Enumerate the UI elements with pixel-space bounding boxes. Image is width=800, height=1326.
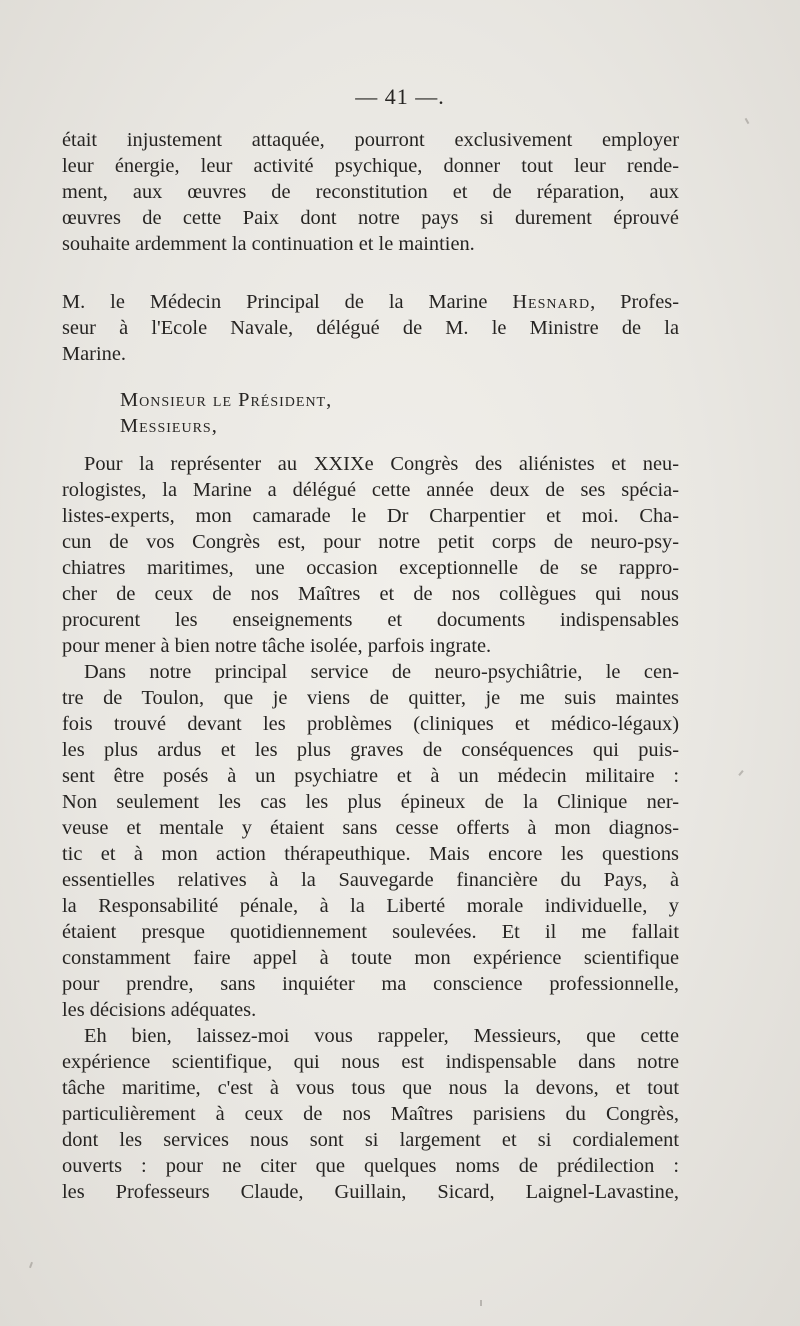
text-line: cun de vos Congrès est, pour notre petit corps de neuro-psy- bbox=[62, 531, 679, 553]
text-line: œuvres de cette Paix dont notre pays si durement éprouvé bbox=[62, 207, 679, 229]
paragraph-2 bbox=[62, 659, 679, 1023]
text-line: ouverts : pour ne citer que quelques noms de prédilection : bbox=[62, 1155, 679, 1177]
text-line: étaient presque quotidiennement soulevées. Et il me fallait bbox=[62, 921, 679, 943]
text-line: Marine. bbox=[62, 343, 126, 365]
text-line: fois trouvé devant les problèmes (cliniques et médico-légaux) bbox=[62, 713, 679, 735]
text-line: seur à l'Ecole Navale, délégué de M. le Ministre de la bbox=[62, 317, 679, 339]
text-line: particulièrement à ceux de nos Maîtres parisiens du Congrès, bbox=[62, 1103, 679, 1125]
text-line: tic et à mon action thérapeuthique. Mais encore les questions bbox=[62, 843, 679, 865]
text-line: veuse et mentale y étaient sans cesse offerts à mon diagnos- bbox=[62, 817, 679, 839]
speaker-title: M. le Médecin Principal de la Marine bbox=[62, 291, 513, 313]
text-line: les plus ardus et les plus graves de conséquences qui puis- bbox=[62, 739, 679, 761]
paper-speck bbox=[480, 1300, 482, 1306]
text-line: chiatres maritimes, une occasion exceptionnelle de se rappro- bbox=[62, 557, 679, 579]
paper-speck bbox=[745, 118, 750, 124]
text-line: rologistes, la Marine a délégué cette année deux de ses spécia- bbox=[62, 479, 679, 501]
paper-speck bbox=[738, 770, 743, 776]
paragraph-intro bbox=[62, 127, 679, 257]
paragraph-1 bbox=[62, 451, 679, 659]
text-line: ment, aux œuvres de reconstitution et de réparation, aux bbox=[62, 181, 679, 203]
text-line: tâche maritime, c'est à vous tous que nous la devons, et tout bbox=[62, 1077, 679, 1099]
text-line: les décisions adéquates. bbox=[62, 999, 257, 1021]
text-line: Pour la représenter au XXIXe Congrès des aliénistes et neu- bbox=[84, 453, 679, 475]
text-line: listes-experts, mon camarade le Dr Charpentier et moi. Cha- bbox=[62, 505, 679, 527]
text-line: procurent les enseignements et documents indispensables bbox=[62, 609, 679, 631]
text-line: était injustement attaquée, pourront exclusivement employer bbox=[62, 129, 679, 151]
page-number: — 41 —. bbox=[355, 84, 445, 109]
paper-speck bbox=[29, 1262, 33, 1268]
speaker-attribution bbox=[62, 289, 679, 367]
text-line bbox=[62, 289, 679, 315]
salutation-line: Messieurs, bbox=[120, 415, 218, 437]
text-line: dont les services nous sont si largement et si cordialement bbox=[62, 1129, 679, 1151]
salutation-line: Monsieur le Président, bbox=[120, 389, 333, 411]
text-line: sent être posés à un psychiatre et à un médecin militaire : bbox=[62, 765, 679, 787]
text-line: leur énergie, leur activité psychique, donner tout leur rende- bbox=[62, 155, 679, 177]
text-line: expérience scientifique, qui nous est indispensable dans notre bbox=[62, 1051, 679, 1073]
text-line: Dans notre principal service de neuro-psychiâtrie, le cen- bbox=[84, 661, 679, 683]
text-line: souhaite ardemment la continuation et le maintien. bbox=[62, 233, 475, 255]
text-line: pour mener à bien notre tâche isolée, parfois ingrate. bbox=[62, 635, 492, 657]
paragraph-3 bbox=[62, 1023, 679, 1205]
text-line: constamment faire appel à toute mon expérience scientifique bbox=[62, 947, 679, 969]
text-line: Non seulement les cas les plus épineux de la Clinique ner- bbox=[62, 791, 679, 813]
salutation bbox=[120, 387, 332, 439]
text-line: la Responsabilité pénale, à la Liberté morale individuelle, y bbox=[62, 895, 679, 917]
text-line: tre de Toulon, que je viens de quitter, je me suis maintes bbox=[62, 687, 679, 709]
text-line: Eh bien, laissez-moi vous rappeler, Messieurs, que cette bbox=[84, 1025, 679, 1047]
text-line: les Professeurs Claude, Guillain, Sicard, Laignel-Lavastine, bbox=[62, 1181, 679, 1203]
text-line: cher de ceux de nos Maîtres et de nos collègues qui nous bbox=[62, 583, 679, 605]
speaker-title-cont: , Profes- bbox=[590, 291, 679, 313]
text-line: essentielles relatives à la Sauvegarde financière du Pays, à bbox=[62, 869, 679, 891]
text-line: pour prendre, sans inquiéter ma conscience professionnelle, bbox=[62, 973, 679, 995]
speaker-name: Hesnard bbox=[512, 291, 591, 313]
